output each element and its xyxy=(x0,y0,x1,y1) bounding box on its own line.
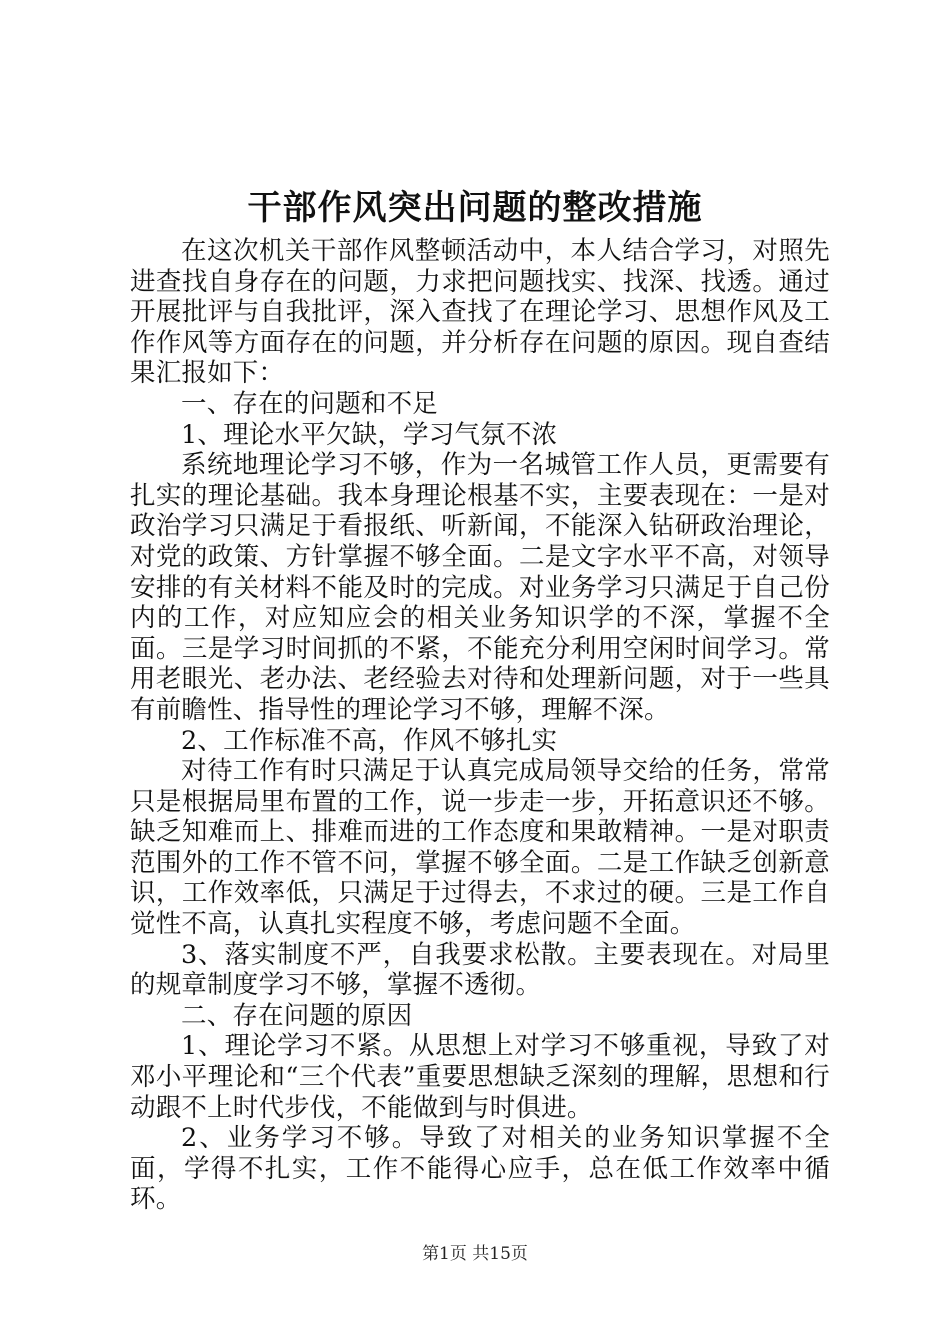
section-heading-causes: 二、存在问题的原因 xyxy=(181,1000,413,1031)
intro-paragraph: 在这次机关干部作风整顿活动中，本人结合学习，对照先进查找自身存在的问题，力求把问题找实、找深、找透。通过开展批评与自我批评，深入查找了在理论学习、思想作风及工作作风等方面存在的问题，并分析存在问题的原因。现自查结果汇报如下： xyxy=(130,236,830,389)
paragraph-cause-theory: 1、理论学习不紧。从思想上对学习不够重视，导致了对邓小平理论和“三个代表”重要思想缺乏深刻的理解，思想和行动跟不上时代步伐，不能做到与时俱进。 xyxy=(130,1031,830,1123)
paragraph-cause-business: 2、业务学习不够。导致了对相关的业务知识掌握不全面，学得不扎实，工作不能得心应手，总在低工作效率中循环。 xyxy=(130,1123,830,1215)
document-body xyxy=(130,236,830,1215)
document-title: 干部作风突出问题的整改措施 xyxy=(247,188,703,228)
paragraph-work-style: 对待工作有时只满足于认真完成局领导交给的任务，常常只是根据局里布置的工作，说一步走一步，开拓意识还不够。缺乏知难而上、排难而进的工作态度和果敢精神。一是对职责范围外的工作不管不问，掌握不够全面。二是工作缺乏创新意识，工作效率低，只满足于过得去，不求过的硬。三是工作自觉性不高，认真扎实程度不够，考虑问题不全面。 xyxy=(130,756,830,940)
paragraph-theory-study: 系统地理论学习不够，作为一名城管工作人员，更需要有扎实的理论基础。我本身理论根基不实，主要表现在：一是对政治学习只满足于看报纸、听新闻，不能深入钻研政治理论，对党的政策、方针掌握不够全面。二是文字水平不高，对领导安排的有关材料不能及时的完成。对业务学习只满足于自己份内的工作，对应知应会的相关业务知识学的不深，掌握不全面。三是学习时间抓的不紧，不能充分利用空闲时间学习。常用老眼光、老办法、老经验去对待和处理新问题，对于一些具有前瞻性、指导性的理论学习不够，理解不深。 xyxy=(130,450,830,725)
subheading-theory-level: 1、理论水平欠缺，学习气氛不浓 xyxy=(181,419,558,450)
page-number-footer: 第1页 共15页 xyxy=(422,1244,528,1264)
paragraph-rules-implementation: 3、落实制度不严，自我要求松散。主要表现在。对局里的规章制度学习不够，掌握不透彻。 xyxy=(130,939,830,1001)
subheading-work-standard: 2、工作标准不高，作风不够扎实 xyxy=(181,725,558,756)
section-heading-problems: 一、存在的问题和不足 xyxy=(181,388,439,419)
